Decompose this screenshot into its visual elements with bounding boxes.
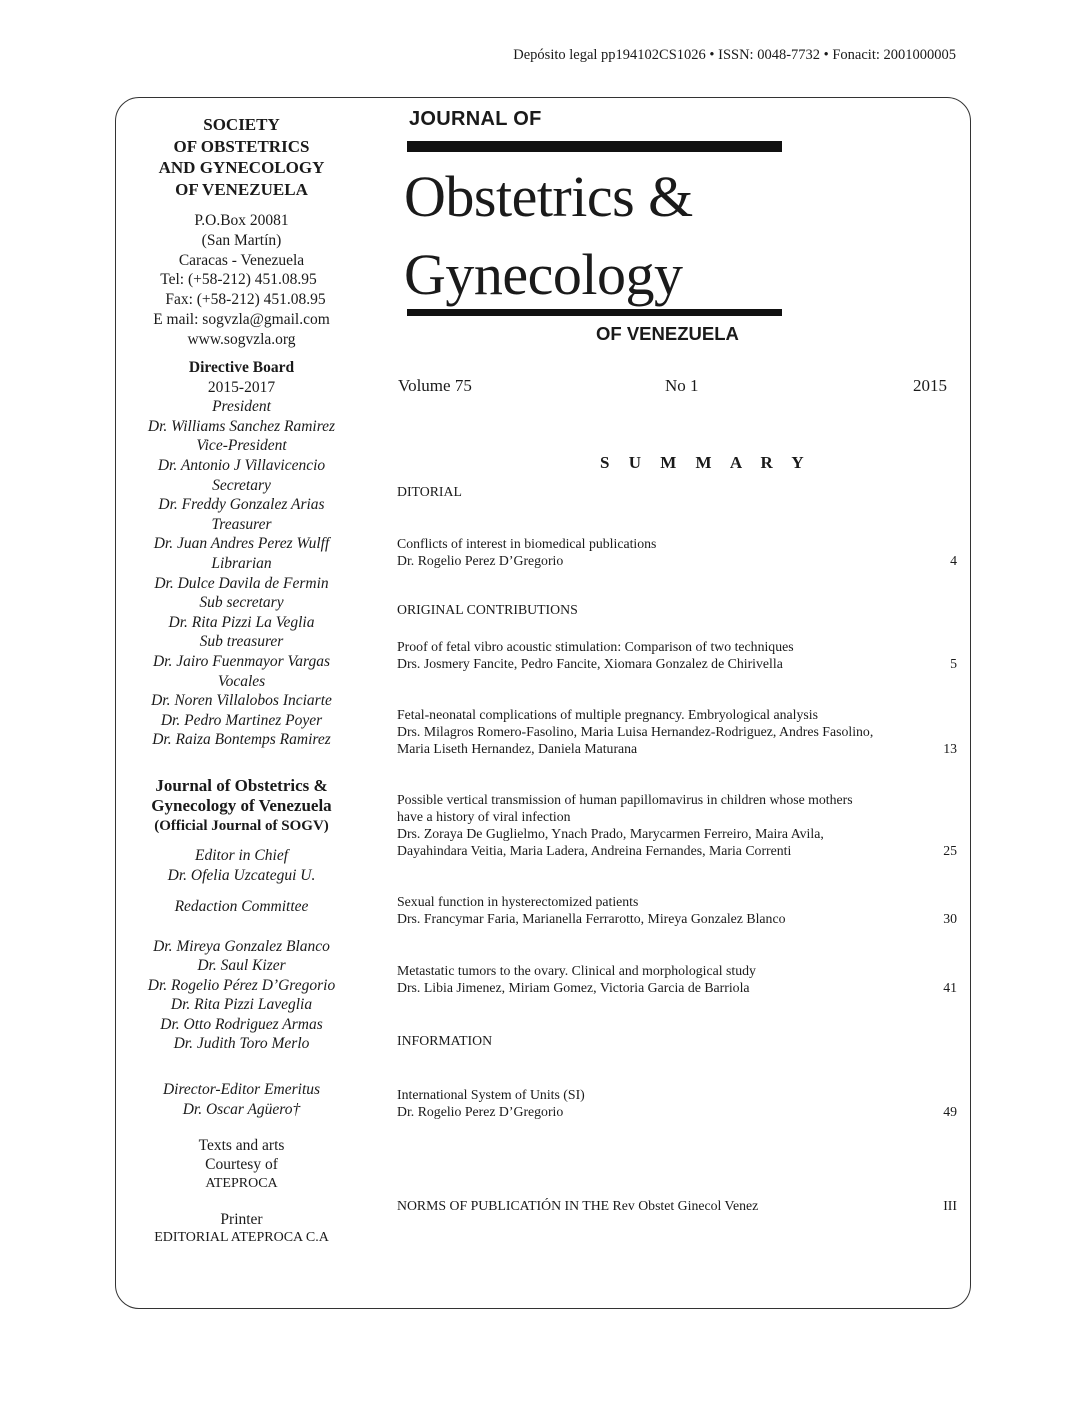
page-number: 4 [950, 553, 957, 568]
article-authors: Drs. Josmery Fancite, Pedro Fancite, Xiomara Gonzalez de Chirivella [397, 656, 783, 671]
page-number: 49 [943, 1104, 957, 1119]
committee-label: Redaction Committee [174, 898, 309, 915]
email: E mail: sogvzla@gmail.com [153, 310, 330, 328]
member-name: Dr. Williams Sanchez Ramirez [147, 417, 336, 435]
role-label: Secretary [212, 476, 271, 494]
article-title: Conflicts of interest in biomedical publications [397, 536, 657, 551]
member-name: Dr. Antonio J Villavicencio [157, 456, 326, 474]
article-authors: Dr. Rogelio Perez D’Gregorio [397, 1104, 564, 1119]
page-number: 41 [943, 980, 957, 995]
role-label: President [212, 398, 271, 416]
masthead-title-line2: Gynecology [404, 242, 683, 307]
issue-number: No 1 [665, 376, 699, 395]
texts-credit [120, 1136, 363, 1194]
summary-heading: S U M M A R Y [600, 453, 812, 472]
committee-members [120, 937, 363, 1053]
member-name: Dr. Noren Villalobos Inciarte [151, 692, 332, 710]
article-title: NORMS OF PUBLICATIÓN IN THE Rev Obstet Ginecol Venez [397, 1198, 759, 1213]
society-line: AND GYNECOLOGY [158, 158, 325, 178]
article-title: Sexual function in hysterectomized patients [397, 894, 639, 909]
credit-line: Texts and arts [198, 1137, 285, 1154]
article-authors: Dr. Rogelio Perez D’Gregorio [397, 553, 564, 568]
society-line: SOCIETY [203, 115, 280, 134]
role-label: Vice-President [196, 437, 287, 455]
article-authors: Drs. Francymar Faria, Marianella Ferrarotto, Mireya Gonzalez Blanco [397, 911, 786, 926]
role-label: Vocales [217, 672, 266, 690]
page-number: 13 [943, 741, 957, 756]
committee-member: Dr. Saul Kizer [197, 957, 286, 975]
committee-member: Dr. Judith Toro Merlo [173, 1035, 310, 1053]
directive-board [120, 358, 363, 750]
masthead-bottom-rule [407, 309, 782, 316]
credit-line: Courtesy of [205, 1156, 278, 1174]
role-label: Librarian [211, 554, 272, 572]
journal-subtitle: (Official Journal of SOGV) [154, 818, 329, 834]
printer-name: EDITORIAL ATEPROCA C.A [154, 1230, 329, 1245]
emeritus-name: Dr. Oscar Agüero† [182, 1100, 301, 1118]
journal-title-line: Gynecology of Venezuela [151, 796, 332, 815]
article-title: Possible vertical transmission of human papillomavirus in children whose mothers have a history of viral infection [397, 792, 853, 824]
board-heading: Directive Board [188, 359, 295, 376]
committee-member: Dr. Rogelio Pérez D’Gregorio [147, 976, 336, 994]
page-number: 25 [943, 843, 957, 858]
committee-member: Dr. Mireya Gonzalez Blanco [153, 938, 330, 955]
po-box: P.O.Box 20081 [194, 212, 289, 229]
editor-label: Editor in Chief [195, 847, 288, 864]
member-name: Dr. Raiza Bontemps Ramirez [152, 731, 331, 749]
toc-entry [397, 791, 957, 859]
credit-line: ATEPROCA [205, 1176, 278, 1192]
society-line: OF VENEZUELA [175, 179, 308, 199]
section-editorial: DITORIAL [397, 484, 462, 499]
member-name: Dr. Juan Andres Perez Wulff [153, 535, 330, 553]
committee-member: Dr. Otto Rodriguez Armas [160, 1015, 323, 1033]
printer-block [120, 1211, 363, 1247]
masthead-journal-of: JOURNAL OF [409, 108, 542, 130]
toc-entry [397, 1197, 957, 1214]
editor-block [120, 846, 363, 886]
page-number: III [943, 1198, 957, 1213]
journal-info [120, 776, 363, 836]
page-number: 30 [943, 911, 957, 926]
page-number: 5 [950, 656, 957, 671]
article-title: Metastatic tumors to the ovary. Clinical and morphological study [397, 963, 756, 978]
role-label: Sub secretary [199, 594, 284, 612]
toc-entry [397, 706, 957, 757]
masthead-title-line1: Obstetrics & [404, 164, 693, 229]
member-name: Dr. Freddy Gonzalez Arias [158, 496, 325, 514]
district: (San Martín) [201, 231, 282, 249]
society-line: OF OBSTETRICS [173, 136, 310, 156]
telephone: Tel: (+58-212) 451.08.95 [160, 271, 317, 289]
editor-name: Dr. Ofelia Uzcategui U. [167, 866, 316, 884]
article-authors: Drs. Milagros Romero-Fasolino, Maria Luisa Hernandez-Rodriguez, Andres Fasolino, Maria Liseth Hernandez, Daniela Maturana [397, 724, 874, 756]
section-information: INFORMATION [397, 1033, 493, 1048]
board-years: 2015-2017 [207, 378, 276, 396]
masthead-of-venezuela: OF VENEZUELA [596, 323, 739, 344]
toc-entry [397, 535, 957, 569]
article-title: Proof of fetal vibro acoustic stimulation: Comparison of two techniques [397, 639, 794, 654]
member-name: Dr. Jairo Fuenmayor Vargas [152, 652, 331, 670]
fax: Fax: (+58-212) 451.08.95 [165, 291, 326, 309]
toc-entry [397, 893, 957, 927]
website: www.sogvzla.org [187, 330, 296, 348]
city: Caracas - Venezuela [178, 251, 305, 269]
printer-label: Printer [220, 1211, 263, 1228]
legal-line: Depósito legal pp194102CS1026 • ISSN: 0048-7732 • Fonacit: 2001000005 [513, 47, 956, 63]
committee-member: Dr. Rita Pizzi Laveglia [170, 996, 313, 1014]
issue-year: 2015 [913, 376, 947, 395]
journal-title-line: Journal of Obstetrics & [155, 776, 328, 795]
article-title: Fetal-neonatal complications of multiple pregnancy. Embryological analysis [397, 707, 818, 722]
volume-label: Volume 75 [398, 376, 472, 395]
member-name: Dr. Dulce Davila de Fermin [154, 574, 329, 592]
member-name: Dr. Pedro Martinez Poyer [160, 711, 323, 729]
role-label: Sub treasurer [199, 633, 284, 651]
article-authors: Drs. Zoraya De Guglielmo, Ynach Prado, Marycarmen Ferreiro, Maira Avila, Dayahindara Veitia, Maria Ladera, Andreina Fernandes, Maria Correnti [397, 826, 824, 858]
toc-entry [397, 962, 957, 996]
society-name [120, 114, 363, 200]
toc-entry [397, 1086, 957, 1120]
emeritus-label: Director-Editor Emeritus [162, 1081, 321, 1098]
section-original-contributions: ORIGINAL CONTRIBUTIONS [397, 602, 578, 617]
article-authors: Drs. Libia Jimenez, Miriam Gomez, Victoria Garcia de Barriola [397, 980, 750, 995]
member-name: Dr. Rita Pizzi La Veglia [168, 613, 315, 631]
article-title: International System of Units (SI) [397, 1087, 585, 1102]
contact-block [120, 211, 363, 350]
role-label: Treasurer [211, 515, 272, 533]
emeritus-block [120, 1080, 363, 1120]
masthead-top-rule [407, 141, 782, 152]
toc-entry [397, 638, 957, 672]
